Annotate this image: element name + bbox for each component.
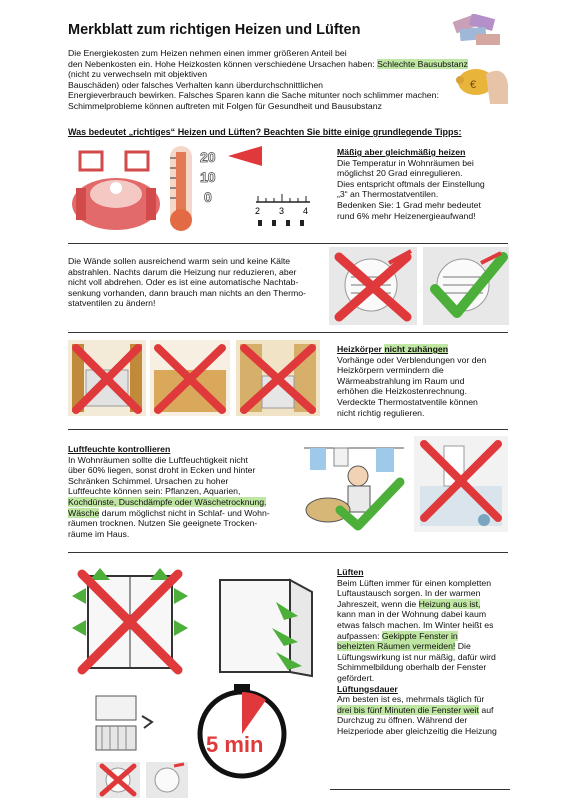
thermometer-label-20: 20 <box>200 149 216 165</box>
divider <box>68 552 508 553</box>
svg-text:€: € <box>470 79 477 91</box>
scale-label-2: 2 <box>255 206 261 216</box>
page-title: Merkblatt zum richtigen Heizen und Lüften <box>68 22 361 38</box>
section-heating-text: Mäßig aber gleichmäßig heizen Die Temperatur in Wohnräumen bei möglichst 20 Grad einregulieren. Dies entspricht oftmals der Einstellung „3“ an Thermostatventilen. Bedenken Sie: 1 Grad mehr bedeutet rund 6% mehr Heizenergieaufwand! <box>337 147 517 221</box>
section-radiator-heading: Heizkörper nicht zuhängen <box>337 344 449 354</box>
scale-label-4: 4 <box>303 206 309 216</box>
tips-question: Was bedeutet „richtiges“ Heizen und Lüften? Beachten Sie bitte einige grundlegende Tipps: <box>68 127 462 137</box>
section-airing-heading: Lüften <box>337 567 364 577</box>
radiator-panel-crossed-image <box>236 340 320 416</box>
scale-label-3: 3 <box>279 206 285 216</box>
indoor-laundry-crossed-image <box>414 436 508 532</box>
open-window-airing-image <box>212 572 320 680</box>
thermostat-small-crossed-icon <box>96 762 140 798</box>
section-radiator-text: Heizkörper nicht zuhängen Vorhänge oder Verblendungen vor den Heizkörpern vermindern die Wärmeabstrahlung im Raum und erhöhen die Heizkostenrechnung. Verdeckte Thermostatventile können nicht richtig regulieren. <box>337 344 517 418</box>
divider <box>330 789 510 790</box>
highlight-bausubstanz: Schlechte Bausubstanz <box>377 58 468 69</box>
thermometer-label-10: 10 <box>200 169 216 185</box>
section-night-text: Die Wände sollen ausreichend warm sein und keine Kälte abstrahlen. Nachts darum die Heizung nur reduzieren, aber nicht voll abdrehen. Oder es ist eine automatische Nachtab- senkung vorhanden, dann brauch man nichts an den Thermo- statventilen zu ändern! <box>68 256 306 309</box>
section-humidity-heading: Luftfeuchte kontrollieren <box>68 444 171 454</box>
thermostat-scale-icon <box>252 190 314 232</box>
radiator-furniture-crossed-image <box>150 340 230 416</box>
section-airing-duration-heading: Lüftungsdauer <box>337 683 398 694</box>
thermostat-small-icon <box>146 762 188 798</box>
section-heating-heading: Mäßig aber gleichmäßig heizen <box>337 147 466 157</box>
thermometer-illustration <box>166 142 266 234</box>
thermometer-label-0: 0 <box>204 189 212 205</box>
radiator-curtain-crossed-image <box>68 340 146 416</box>
clock-label: 5 min <box>206 732 264 757</box>
five-minute-clock-icon <box>194 682 290 780</box>
tilted-window-crossed-image <box>68 566 192 676</box>
divider <box>68 243 508 244</box>
window-radiator-icon <box>88 692 160 754</box>
section-humidity-text: Luftfeuchte kontrollieren In Wohnräumen sollte die Luftfeuchtigkeit nicht über 60% liegen, sonst droht in Ecken und hinter Schränken Schimmel. Ursachen zu hoher Luftfeuchte können sein: Pflanzen, Aquarien, Kochdünste, Duschdämpfe oder Wäschetrocknung. Wäsche darum möglichst nicht in Schlaf- und Wohn- räumen trocknen. Nutzen Sie geeignete Trocken- räume im Haus. <box>68 444 298 539</box>
room-heating-illustration <box>68 142 163 234</box>
thermostat-correct-image <box>423 247 509 325</box>
divider <box>68 332 508 333</box>
intro-text: Die Energiekosten zum Heizen nehmen einen immer größeren Anteil bei den Nebenkosten ein. Hohe Heizkosten können verschiedene Ursachen haben: Schlechte Bausubstanz (nicht zu verwechseln mit objektiven Bauschäden) oder falsches Verhalten kann überdurchschnittlichen Energieverbrauch bewirken. Falsches Sparen kann die Sache mitunter noch schlimmer machen: Schimmelprobleme können auftreten mit Folgen für Gesundheit und Bausubstanz <box>68 48 468 111</box>
laundry-drying-image <box>300 436 408 532</box>
section-airing-text: Lüften Beim Lüften immer für einen kompletten Luftaustausch sorgen. In der warmen Jahreszeit, wenn die Heizung aus ist, kann man in der Wohnung dabei kaum etwas falsch machen. Im Winter heißt es aufpassen: Gekippte Fenster in beheizten Räumen vermeiden! Die Lüftungswirkung ist nur mäßig, dafür wird Schimmelbildung oberhalb der Fenster gefördert. Lüftungsdauer Am besten ist es, mehrmals täglich für drei bis fünf Minuten die Fenster weit auf Durchzug zu öffnen. Während der Heizperiode aber gleichzeitig die Heizung <box>337 567 517 737</box>
thermostat-crossed-image <box>329 247 417 325</box>
divider <box>68 429 508 430</box>
